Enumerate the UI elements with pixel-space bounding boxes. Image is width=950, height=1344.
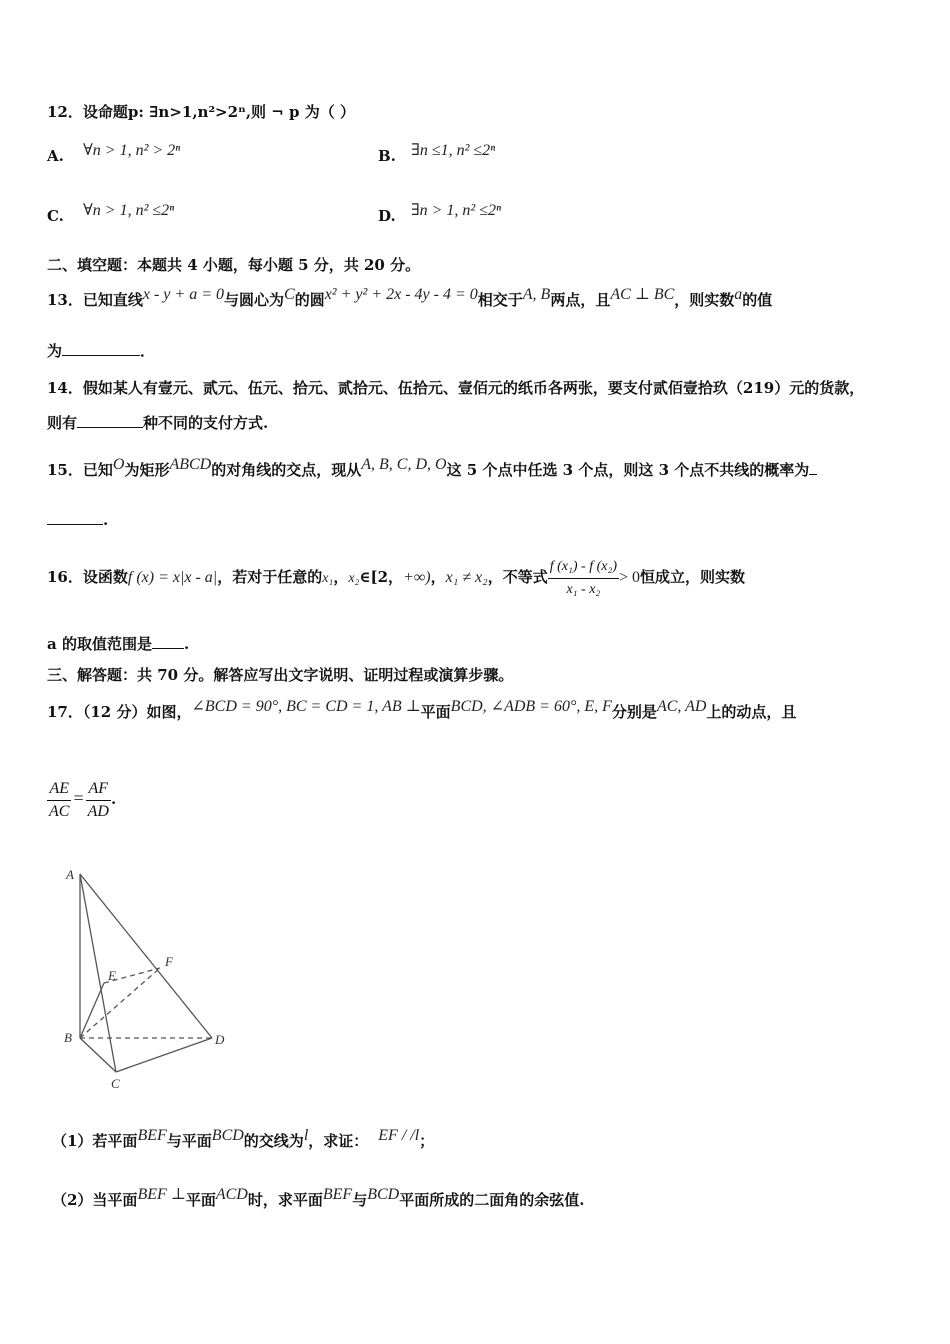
q16-frac-tail: > 0 bbox=[619, 569, 641, 586]
part1-math-2: BCD bbox=[211, 1127, 244, 1144]
q13-suffix: ． bbox=[140, 342, 156, 360]
answer-blank bbox=[77, 413, 143, 428]
q12-option-a bbox=[47, 142, 181, 167]
fraction-denominator: x₁ - x₂ bbox=[566, 581, 601, 597]
q13-math-4: A, B bbox=[522, 286, 551, 303]
q13-text-3: 的圆 bbox=[294, 291, 325, 309]
label-c: C bbox=[111, 1076, 120, 1091]
label-b: B bbox=[64, 1030, 72, 1045]
q12-stem: 12．设命题p: ∃n>1,n²>2ⁿ,则 ¬ p 为（ ） bbox=[47, 103, 355, 121]
q15-math-3: A, B, C, D, O bbox=[361, 456, 447, 473]
part2-text-3: 时，求平面 bbox=[247, 1191, 323, 1209]
part1-text-1: （1）若平面 bbox=[52, 1132, 138, 1150]
q17-text-1: 17．（12 分）如图， bbox=[47, 703, 192, 721]
q14-line2 bbox=[47, 413, 268, 433]
q16-text-4: ∈[2， bbox=[359, 568, 404, 586]
part1-math-4: EF / /l bbox=[378, 1127, 420, 1144]
q12-option-c bbox=[47, 202, 175, 227]
answer-blank bbox=[809, 460, 817, 475]
q16-prefix: a 的取值范围是 bbox=[47, 635, 152, 653]
q17-part1 bbox=[52, 1127, 435, 1152]
option-math: ∃n ≤1, n² ≤2ⁿ bbox=[411, 142, 496, 159]
q17-text-2: 平面 bbox=[420, 703, 451, 721]
q15-text-3: 的对角线的交点，现从 bbox=[211, 461, 362, 479]
q13-line2 bbox=[47, 341, 155, 361]
part2-math-1: BEF ⊥ bbox=[137, 1186, 186, 1203]
q13-math-1: x - y + a = 0 bbox=[142, 286, 224, 303]
q16-text-6: ，不等式 bbox=[487, 568, 548, 586]
answer-blank bbox=[62, 341, 140, 356]
q15-text-2: 为矩形 bbox=[124, 461, 170, 479]
q15-line2 bbox=[47, 510, 108, 530]
q16-suffix: . bbox=[183, 635, 190, 653]
q15-suffix: . bbox=[103, 511, 109, 529]
part2-math-4: BCD bbox=[367, 1186, 400, 1203]
q16-text-7: 恒成立，则实数 bbox=[640, 568, 746, 586]
part2-text-4: 与 bbox=[352, 1191, 368, 1209]
q16-fraction bbox=[548, 556, 619, 601]
fraction-denominator: AD bbox=[87, 802, 109, 820]
part1-text-4: ，求证： bbox=[308, 1132, 369, 1150]
answer-blank bbox=[47, 510, 103, 525]
q13-text-6: ，则实数 bbox=[674, 291, 735, 309]
q13-text-4: 相交于 bbox=[477, 291, 523, 309]
label-f: F bbox=[165, 954, 173, 969]
fraction-numerator: AE bbox=[47, 778, 71, 801]
q13-math-6: a bbox=[734, 286, 743, 303]
q16-math-2: x₁ bbox=[322, 571, 334, 586]
option-math: ∀n > 1, n² ≤2ⁿ bbox=[83, 202, 175, 219]
q13-text-2: 与圆心为 bbox=[224, 291, 285, 309]
q14-line1: 14．假如某人有壹元、贰元、伍元、拾元、贰拾元、伍拾元、壹佰元的纸币各两张，要支付贰佰壹拾玖（219）元的货款， bbox=[47, 379, 865, 397]
q17-math-3: AC, AD bbox=[656, 698, 707, 715]
q13-line1 bbox=[47, 286, 773, 311]
equals-sign: = bbox=[73, 788, 84, 808]
option-math: ∀n > 1, n² > 2ⁿ bbox=[83, 142, 181, 159]
q17-part2 bbox=[52, 1186, 585, 1211]
q15-text-1: 15．已知 bbox=[47, 461, 113, 479]
part1-math-1: BEF bbox=[137, 1127, 167, 1144]
q13-text-7: 的值 bbox=[742, 291, 773, 309]
option-label: B. bbox=[378, 147, 396, 165]
q17-text-3: 分别是 bbox=[611, 703, 657, 721]
fraction-af-ad bbox=[86, 778, 111, 823]
q16-math-5: x₁ ≠ x₂ bbox=[445, 569, 488, 586]
part1-math-3: l bbox=[303, 1127, 309, 1144]
q14-suffix: 种不同的支付方式. bbox=[143, 414, 269, 432]
q17-math-2: BCD, ∠ADB = 60°, E, F bbox=[450, 698, 612, 715]
option-label: D. bbox=[378, 207, 396, 225]
label-d: D bbox=[215, 1032, 225, 1047]
section-2-title: 二、填空题：本题共 4 小题，每小题 5 分，共 20 分。 bbox=[47, 256, 421, 274]
edge-be bbox=[80, 983, 104, 1038]
option-label: C. bbox=[47, 207, 64, 225]
q15-math-2: ABCD bbox=[169, 456, 212, 473]
q16-text-1: 16．设函数 bbox=[47, 568, 128, 586]
q17-math-1: ∠BCD = 90°, BC = CD = 1, AB ⊥ bbox=[191, 698, 421, 715]
edge-cd bbox=[116, 1038, 212, 1072]
tetrahedron-figure bbox=[60, 862, 240, 1094]
option-label: A. bbox=[47, 147, 64, 165]
q16-text-3: ， bbox=[333, 568, 349, 586]
section-3-title: 三、解答题：共 70 分。解答应写出文字说明、证明过程或演算步骤。 bbox=[47, 666, 514, 684]
q16-math-1: f (x) = x|x - a| bbox=[127, 569, 218, 586]
part2-text-2: 平面 bbox=[185, 1191, 216, 1209]
part2-math-2: ACD bbox=[215, 1186, 248, 1203]
q16-math-4: +∞) bbox=[403, 569, 431, 586]
part1-text-2: 与平面 bbox=[166, 1132, 212, 1150]
edge-ad bbox=[80, 874, 212, 1038]
q14-prefix: 则有 bbox=[47, 414, 78, 432]
part2-text-5: 平面所成的二面角的余弦值. bbox=[399, 1191, 585, 1209]
q16-text-5: ， bbox=[430, 568, 446, 586]
q13-math-3: x² + y² + 2x - 4y - 4 = 0 bbox=[324, 286, 478, 303]
q16-line2 bbox=[47, 634, 189, 654]
q13-text-5: 两点，且 bbox=[550, 291, 611, 309]
part1-text-5: ； bbox=[419, 1132, 435, 1150]
q13-text-1: 13．已知直线 bbox=[47, 291, 143, 309]
q15-math-1: O bbox=[112, 456, 125, 473]
label-e: E bbox=[108, 968, 116, 983]
fraction-denominator: AC bbox=[49, 802, 70, 820]
part2-text-1: （2）当平面 bbox=[52, 1191, 138, 1209]
q15-line1 bbox=[47, 456, 817, 481]
q16-line1 bbox=[47, 555, 745, 601]
answer-blank bbox=[152, 634, 184, 649]
q13-math-5: AC ⊥ BC bbox=[610, 286, 675, 303]
q17-ratio bbox=[47, 774, 116, 823]
q13-prefix: 为 bbox=[47, 342, 63, 360]
part1-text-3: 的交线为 bbox=[243, 1132, 304, 1150]
q16-math-3: x₂ bbox=[348, 571, 360, 586]
option-math: ∃n > 1, n² ≤2ⁿ bbox=[410, 202, 502, 219]
q17-line1 bbox=[47, 698, 797, 723]
q12-option-d bbox=[378, 202, 502, 227]
q15-text-4: 这 5 个点中任选 3 个点，则这 3 个点不共线的概率为 bbox=[446, 461, 810, 479]
edge-bf bbox=[80, 968, 160, 1038]
fraction-ae-ac bbox=[47, 778, 71, 823]
fraction-numerator: f (x₁) - f (x₂) bbox=[548, 556, 619, 579]
ratio-end: . bbox=[110, 790, 117, 808]
label-a: A bbox=[66, 867, 74, 882]
q17-text-4: 上的动点，且 bbox=[706, 703, 797, 721]
q12-option-b bbox=[378, 142, 496, 167]
q16-text-2: ，若对于任意的 bbox=[217, 568, 323, 586]
fraction-numerator: AF bbox=[86, 778, 111, 801]
part2-math-3: BEF bbox=[322, 1186, 353, 1203]
q13-math-2: C bbox=[284, 286, 295, 303]
